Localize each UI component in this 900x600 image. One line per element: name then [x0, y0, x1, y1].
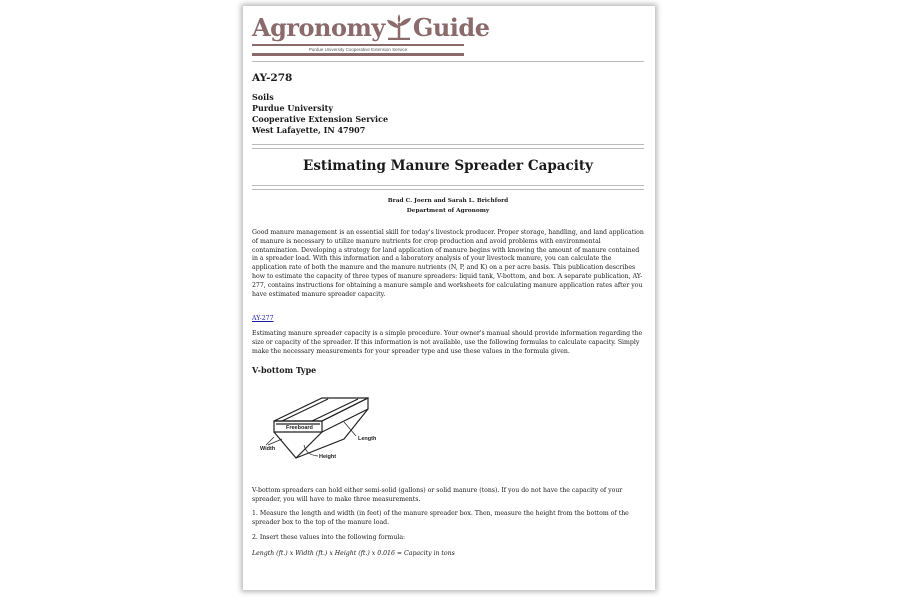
divider: [252, 144, 644, 145]
address-line: Cooperative Extension Service: [252, 114, 389, 124]
publisher-address: [252, 92, 644, 136]
length-label: Length: [358, 435, 377, 442]
reference-link-row: [252, 305, 644, 324]
agronomy-guide-logo: [252, 14, 644, 56]
v-bottom-description: V-bottom spreaders can hold either semi-solid (gallons) or solid manure (tons). If you do not have the capacity of your spreader, you will have to make three measurements.: [252, 486, 623, 503]
procedure-paragraph: Estimating manure spreader capacity is a simple procedure. Your owner's manual should provide information regarding the size or capacity of the spreader. If this information is not available, use the following formulas to calculate capacity. Simply make the necessary measurements for your spreader type and use these values in the formula given.: [252, 330, 643, 355]
section-heading: V-bottom Type: [252, 364, 317, 375]
instruction-step-1: 1. Measure the length and width (in feet) of the manure spreader box. Then, measure the height from the bottom of the spreader box to the top of the manure load.: [252, 510, 629, 527]
publication-code: AY-278: [252, 72, 293, 84]
ay-277-link[interactable]: AY-277: [252, 315, 274, 323]
address-line: Purdue University: [252, 103, 334, 113]
v-bottom-spreader-diagram: [252, 379, 402, 474]
document-page: [243, 6, 655, 590]
document-content: [252, 14, 644, 558]
document-title: Estimating Manure Spreader Capacity: [303, 158, 593, 174]
freeboard-label: Freeboard: [286, 424, 313, 431]
divider: [252, 61, 644, 62]
address-line: Soils: [252, 92, 274, 102]
divider: [252, 189, 644, 190]
width-label: Width: [260, 445, 276, 452]
logo-title: [252, 14, 644, 42]
length-pointer: [344, 422, 356, 436]
capacity-formula: Length (ft.) x Width (ft.) x Height (ft.) x 0.016 = Capacity in tons: [252, 549, 455, 557]
logo-divider: [252, 53, 464, 56]
logo-word-guide: Guide: [412, 13, 490, 42]
leaf-icon: [386, 14, 412, 40]
author-names: Brad C. Joern and Sarah L. Brichford: [387, 198, 509, 204]
divider: [252, 185, 644, 186]
logo-word-agronomy: Agronomy: [252, 13, 385, 42]
author-block: [252, 197, 644, 216]
intro-paragraph: Good manure management is an essential skill for today's livestock producer. Proper storage, handling, and land application of manure is necessary to utilize manure nutrients for crop production and avoid problems with environmental contamination. Developing a strategy for land application of manure begins with knowing the amount of manure contained in a spreader load. With this information and a laboratory analysis of your livestock manure, you can calculate the application rate of both the manure and the manure nutrients (N, P, and K) on a per acre basis. This publication describes how to estimate the capacity of three types of manure spreaders: liquid tank, V-bottom, and box. A separate publication, AY- 277, contains instructions for obtaining a manure sample and worksheets for calculating manure application rates after you have estimated manure spreader capacity.: [252, 229, 644, 298]
divider: [252, 148, 644, 149]
author-department: Department of Agronomy: [406, 207, 490, 214]
instruction-step-2: 2. Insert these values into the following formula:: [252, 533, 406, 541]
address-line: West Lafayette, IN 47907: [252, 125, 366, 135]
logo-subtitle: Purdue University Cooperative Extension Service: [308, 47, 408, 52]
height-label: Height: [319, 453, 337, 460]
